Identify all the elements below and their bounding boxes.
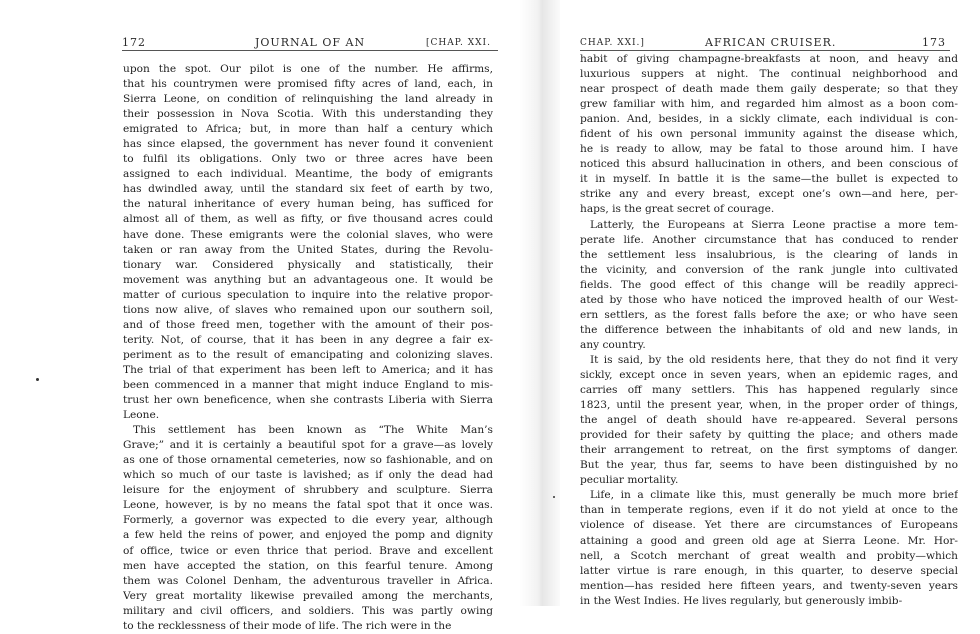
text-line: tionary war. Considered physically and statistically, their: [123, 258, 493, 271]
text-line: nell, a Scotch merchant of great wealth and probity—which: [580, 549, 958, 562]
text-line: grew familiar with him, and regarded him almost as a boon com-: [580, 98, 958, 111]
paper-speck: [553, 496, 555, 498]
text-line: carries off many settlers. This has happened regularly since: [580, 384, 958, 397]
text-line: tions now alive, of slaves who remained upon our southern soil,: [123, 303, 493, 316]
text-line: the vicinity, and conversion of the rank jungle into cultivated: [580, 263, 958, 276]
text-line: the settlement less insalubrious, is the clearing of lands in: [580, 248, 958, 261]
text-line: the difference between the inhabitants of old and new lands, in: [580, 323, 958, 336]
right-page: [560, 0, 980, 606]
text-line: has dwindled away, until the standard six feet of earth by two,: [123, 183, 493, 196]
text-line: the angel of death should have re-appeared. Several persons: [580, 414, 958, 427]
text-line: terity. Not, of course, that it has been in any degree a fair ex-: [123, 333, 493, 346]
text-line: almost all of them, as well as fifty, or five thousand acres could: [123, 213, 493, 226]
text-line: attaining a good and green old age at Sierra Leone. Mr. Hor-: [580, 534, 958, 547]
text-line: their arrangement to retreat, on the first symptoms of danger.: [580, 444, 958, 457]
text-line: latter virtue is rare enough, in this quarter, to deserve special: [580, 564, 958, 577]
text-line: ern settlers, as the forest falls before the axe; or who have seen: [580, 308, 958, 321]
text-line: Latterly, the Europeans at Sierra Leone practise a more tem-: [590, 218, 958, 231]
right-page-number: 173: [922, 36, 946, 49]
text-line: strike any and every breast, except one’s own—and here, per-: [580, 188, 958, 201]
text-line: Very great mortality likewise prevailed among the merchants,: [123, 589, 493, 602]
text-line: violence of disease. Yet there are circumstances of Europeans: [580, 519, 958, 532]
right-chapter-tag: CHAP. XXI.]: [580, 38, 645, 48]
text-line: and of those freed men, together with the amount of their pos-: [123, 318, 493, 331]
text-line: trust her own beneficence, when she contrasts Liberia with Sierra: [123, 394, 493, 407]
text-line: Formerly, a governor was expected to die every year, although: [123, 514, 493, 527]
left-page-number: 172: [122, 36, 146, 49]
left-running-title: JOURNAL OF AN: [255, 36, 366, 49]
text-line: Leone, however, is by no means the fatal spot that it once was.: [123, 499, 493, 512]
text-line: in the West Indies. He lives regularly, but generously imbib-: [580, 594, 903, 607]
right-running-title: AFRICAN CRUISER.: [705, 36, 837, 49]
text-line: he is ready to allow, may be fatal to those around him. I have: [580, 143, 958, 156]
text-line: emigrated to Africa; but, in more than half a century which: [123, 123, 493, 136]
text-line: men have accepted the station, on this fearful tenure. Among: [123, 559, 493, 572]
text-line: provided for their safety by quitting the place; and others made: [580, 429, 958, 442]
text-line: it in myself. In battle it is the same—the bullet is expected to: [580, 173, 958, 186]
left-header-rule: [122, 50, 498, 51]
text-line: has since elapsed, the government has never found it convenient: [123, 138, 493, 151]
text-line: than in temperate regions, even if it do not yield at once to the: [580, 504, 958, 517]
text-line: ated by those who have noticed the improved health of our West-: [580, 293, 958, 306]
text-line: Life, in a climate like this, must generally be much more brief: [590, 489, 958, 502]
text-line: upon the spot. Our pilot is one of the number. He affirms,: [123, 63, 493, 75]
text-line: It is said, by the old residents here, that they do not find it very: [590, 353, 958, 366]
text-line: perate life. Another circumstance that has conduced to render: [580, 233, 958, 246]
text-line: the natural inheritance of every human being, has sufficed for: [123, 198, 493, 211]
text-line: assigned to each individual. Meantime, the body of emigrants: [123, 168, 493, 181]
text-line: habit of giving champagne-breakfasts at noon, and heavy and: [580, 53, 958, 65]
text-line: been commenced in a manner that might induce England to mis-: [123, 378, 493, 391]
text-line: peculiar mortality.: [580, 474, 679, 487]
right-body-text: [580, 52, 958, 609]
text-line: which so much of our taste is lavished; as if only the dead had: [123, 469, 493, 482]
text-line: fident of his own personal immunity against the disease which,: [580, 128, 958, 141]
text-line: Leone.: [123, 409, 160, 422]
text-line: as one of those ornamental cemeteries, now so fashionable, and on: [123, 454, 493, 467]
book-gutter: [520, 0, 560, 606]
text-line: to fulfil its obligations. Only two or three acres have been: [123, 153, 493, 166]
text-line: near prospect of death made them gaily desperate; so that they: [580, 83, 958, 96]
text-line: haps, is the great secret of courage.: [580, 203, 775, 216]
text-line: taken or ran away from the United States, during the Revolu-: [123, 243, 493, 256]
left-chapter-tag: [CHAP. XXI.: [426, 38, 491, 48]
text-line: fields. The good effect of this change will be readily appreci-: [580, 278, 958, 291]
text-line: of office, twice or even thrice that period. Brave and excellent: [123, 544, 493, 557]
text-line: The trial of that experiment has been left to America; and it has: [123, 363, 493, 376]
text-line: military and civil officers, and soldiers. This was partly owing: [123, 604, 493, 617]
text-line: to the recklessness of their mode of life. The rich were in the: [123, 619, 452, 632]
text-line: sickly, except once in seven years, when an epidemic rages, and: [580, 368, 958, 381]
text-line: luxurious suppers at night. The continual neighborhood and: [580, 68, 958, 81]
text-line: have done. These emigrants were the colonial slaves, who were: [123, 228, 493, 241]
text-line: that his countrymen were promised fifty acres of land, each, in: [123, 78, 493, 91]
text-line: leisure for the enjoyment of shrubbery and sculpture. Sierra: [123, 484, 493, 497]
text-line: them was Colonel Denham, the adventurous traveller in Africa.: [123, 574, 493, 587]
text-line: Sierra Leone, on condition of relinquishing the land already in: [123, 93, 493, 106]
text-line: matter of curious speculation to inquire into the relative propor-: [123, 288, 493, 301]
left-body-text: [123, 62, 493, 634]
text-line: mention—has resided here fifteen years, and twenty-seven years: [580, 579, 958, 592]
text-line: noticed this absurd hallucination in others, and been conscious of: [580, 158, 958, 171]
text-line: panion. And, besides, in a sickly climate, each individual is con-: [580, 113, 958, 126]
text-line: a few held the reins of power, and enjoyed the pomp and dignity: [123, 529, 493, 542]
paper-speck: [36, 378, 39, 381]
text-line: This settlement has been known as “The White Man’s: [133, 424, 493, 437]
text-line: their possession in Nova Scotia. With this understanding they: [123, 108, 493, 121]
text-line: any country.: [580, 338, 646, 351]
text-line: But the year, thus far, seems to have been distinguished by no: [580, 459, 958, 472]
text-line: movement was anything but an advantageous one. It would be: [123, 273, 493, 286]
text-line: 1823, until the present year, when, in the proper order of things,: [580, 399, 958, 412]
text-line: Grave;” and it is certainly a beautiful spot for a grave—as lovely: [123, 439, 493, 452]
text-line: periment as to the result of emancipating and colonizing slaves.: [123, 348, 493, 361]
right-header-rule: [580, 50, 950, 51]
